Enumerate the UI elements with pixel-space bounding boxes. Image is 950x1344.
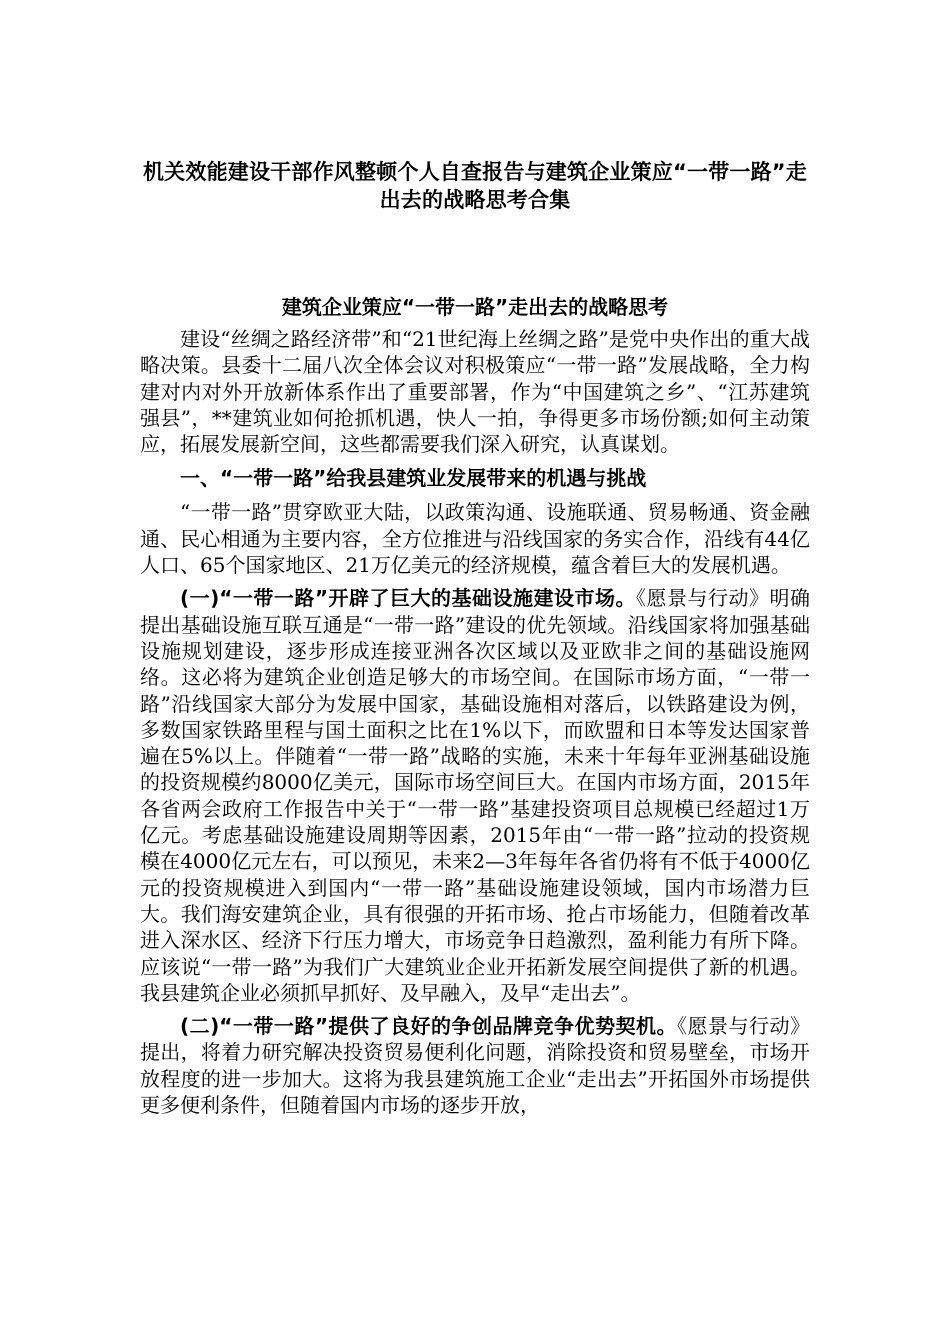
paragraph-lead-brand: (二)“一带一路”提供了良好的争创品牌竞争优势契机。 — [180, 1014, 678, 1039]
paragraph-infrastructure-market — [140, 585, 810, 1006]
paragraph-body-brand: 《愿景与行动》提出，将着力研究解决投资贸易便利化问题，消除投资和贸易壁垒，市场开放程度的进一步加大。这将为我县建筑施工企业“走出去”开拓国外市场提供更多便利条件，但随着国内市场的逐步开放， — [140, 1014, 811, 1118]
section-title: 建筑企业策应“一带一路”走出去的战略思考 — [281, 295, 669, 319]
paragraph-brand-competition — [140, 1013, 810, 1118]
paragraph-body-infrastructure: 《愿景与行动》明确提出基础设施互联互通是“一带一路”建设的优先领域。沿线国家将加强基础设施规划建设，逐步形成连接亚洲各次区域以及亚欧非之间的基础设施网络。这必将为建筑企业创造足够大的市场空间。在国际市场方面，“一带一路”沿线国家大部分为发展中国家，基础设施相对落后，以铁路建设为例，多数国家铁路里程与国土面积之比在1%以下，而欧盟和日本等发达国家普遍在5%以上。伴随着“一带一路”战略的实施，未来十年每年亚洲基础设施的投资规模约8000亿美元，国际市场空间巨大。在国内市场方面，2015年各省两会政府工作报告中关于“一带一路”基建投资项目总规模已经超过1万亿元。考虑基础设施建设周期等因素，2015年由“一带一路”拉动的投资规模在4000亿元左右，可以预见，未来2—3年每年各省仍将有不低于4000亿元的投资规模进入到国内“一带一路”基础设施建设领域，国内市场潜力巨大。我们海安建筑企业，具有很强的开拓市场、抢占市场能力，但随着改革进入深水区、经济下行压力增大，市场竞争日趋激烈，盈利能力有所下降。应该说“一带一路”为我们广大建筑业企业开拓新发展空间提供了新的机遇。我县建筑企业必须抓早抓好、及早融入，及早“走出去”。 — [140, 586, 810, 1005]
document-body — [140, 326, 810, 1125]
heading-opportunities-challenges: 一、“一带一路”给我县建筑业发展带来的机遇与挑战 — [180, 466, 647, 491]
paragraph-lead-infrastructure: (一)“一带一路”开辟了巨大的基础设施建设市场。 — [180, 586, 637, 611]
paragraph-intro: 建设“丝绸之路经济带”和“21世纪海上丝绸之路”是党中央作出的重大战略决策。县委十二届八次全体会议对积极策应“一带一路”发展战略，全力构建对内对外开放新体系作出了重要部署，作为“中国建筑之乡”、“江苏建筑强县”，**建筑业如何抢抓机遇，快人一拍，争得更多市场份额;如何主动策应，拓展发展新空间，这些都需要我们深入研究，认真谋划。 — [140, 327, 810, 457]
document-title: 机关效能建设干部作风整顿个人自查报告与建筑企业策应“一带一路”走出去的战略思考合集 — [142, 160, 807, 212]
paragraph-overview: “一带一路”贯穿欧亚大陆，以政策沟通、设施联通、贸易畅通、资金融通、民心相通为主要内容，全方位推进与沿线国家的务实合作，沿线有44亿人口、65个国家地区、21万亿美元的经济规模，蕴含着巨大的发展机遇。 — [140, 500, 810, 578]
